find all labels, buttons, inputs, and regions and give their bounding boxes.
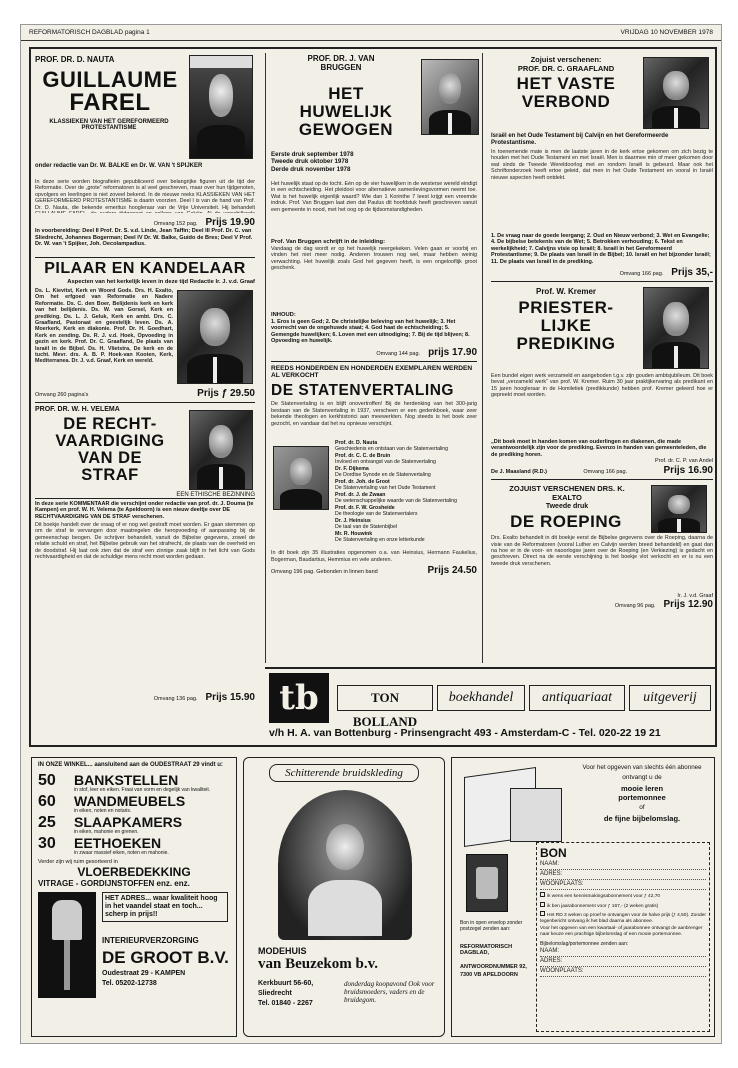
roeping-body: Drs. Exalto behandelt in dit boekje eerst de Bijbelse gegevens over de Roeping, daarna de visie van de Reformatoren (vooral Luther en Calvijn werden breed behandeld) en gaat dan na hoe er in de voor- en naoorlogse jaren over de Roeping (en Verkiezing) is gedacht en geschreven. Direct na de eerste verschijning is het boekje vlot verkocht en er is nu een tweede druk verschenen.: [491, 535, 713, 567]
bon-opt2: ik ben jaarabonnement voor ƒ 167,- (2 weken gratis): [540, 902, 706, 910]
vaste-author: PROF. DR. C. GRAAFLAND: [517, 64, 615, 73]
book-illustration: [466, 854, 508, 912]
bon-field-adres[interactable]: ADRES:: [540, 871, 706, 880]
roeping-omvang: Omvang 96 pag.: [614, 603, 656, 610]
velema-omvang: Omvang 136 pag.: [153, 695, 198, 702]
header-right: VRIJDAG 10 NOVEMBER 1978: [620, 29, 713, 36]
staten-photo: [273, 446, 329, 510]
bruggen-inhoud: 1. Eros is geen God; 2. De christelijke beleving van het huwelijk; 3. Het voorrecht van de ongehuwde staat; 4. God haat de echtscheiding; 5. Gemengde huwelijken; 6. Loven met een uitnodiging; 7. Bij de tijd blijven; 8. Opvoeding en huwelijk.: [271, 319, 470, 345]
bon-opt3: Het RD 3 weken op proef te ontvangen voor de halve prijs (ƒ 4,50). Zonder tegenbericht ontvang ik het blad daarna als abonnee.: [540, 913, 706, 924]
kremer-body: Een bundel eigen werk verzameld en aangeboden t.g.v. zijn gouden ambtsjubileum. Dit boek bevat „verzameld werk” van prof. W. Kremer. Ruim 30 jaar praktijkervaring als predikant en 15 jaren hoogleraar in de Homiletiek (predikkunde) hebben prof. Kremer geleerd hoe er gepreekt moet worden.: [491, 373, 713, 399]
checkbox-2[interactable]: [540, 902, 545, 907]
degroot-plus: Verder zijn wij ruim gesorteerd in: [38, 859, 118, 865]
bruggen-title: HET HUWELIJK GEWOGEN: [298, 84, 394, 139]
vaste-title: HET VASTE VERBOND: [516, 74, 616, 111]
kremer-price: Prijs 16.90: [663, 465, 713, 477]
bruggen-author: PROF. DR. J. VAN BRUGGEN: [307, 54, 375, 72]
vaste-body: In toenemende mate is men de laatste jaren in de kerk ertoe gekomen om zich bezig te houden met het Oude Testament en met Israël. Men is daarmee min of meer gekomen door wat sinds de Tweede Wereldoorlog met en rondom Israël is gebeurd. Maar ook het Schriftonderzoek heeft ertoe geleid, dat men in het Oude Testament en vooral in Israël nieuwe aspecten heeft ontdekt.: [491, 149, 713, 181]
farel-title: GUILLAUME FAREL: [42, 67, 178, 116]
bon-form: [536, 842, 710, 1032]
velema-lead: In deze serie KOMMENTAAR die verschijnt onder redactie van prof. dr. J. Douma (te Kampen) en prof. W. H. Velema (te Apeldoorn) is een nieuw deeltje over DE RECHTVAARDIGING VAN DE STRAF verschenen.: [35, 501, 254, 520]
bruggen-photo: [421, 59, 479, 135]
abonnee-send: Bon in open envelop zonder postzegel zenden aan:: [460, 920, 523, 932]
bon-title: BON: [540, 846, 567, 860]
middle-column: [265, 53, 483, 663]
top-ad-frame: [29, 47, 717, 747]
bride-photo: [278, 790, 412, 940]
beuzekom-addr1: Kerkbuurt 56-60,: [258, 980, 314, 987]
beuzekom-tel: Tel. 01840 - 2267: [258, 1000, 313, 1007]
bon2-field-woonplaats[interactable]: WOONPLAATS:: [540, 968, 706, 977]
vaste-omvang: Omvang 166 pag.: [619, 271, 664, 278]
roeping-src: Ir. J. v.d. Graaf: [677, 593, 713, 600]
staten-foot: In dit boek zijn 35 illustraties opgenomen o.a. van Heinsius, Hermann Faukelius, Bogerman, Baudartius, Hemmius en vele anderen.: [271, 550, 477, 563]
farel-prep: In voorbereiding: Deel II Prof. Dr. S. v.d. Linde, Jean Taffin; Deel III Prof. Dr. C. van Sliedrecht, Johannes Bogerman; Deel IV Dr. W. Balke, Guido de Bres; Deel V Prof. Dr. W. van 't Spijker, Joh. Oecolampadius.: [35, 228, 253, 247]
abonnee-ad: [451, 757, 715, 1037]
bruggen-body: Het huwelijk staat op de tocht. Eén op de vier huwelijken in de westerse wereld eindigt in een echtscheiding. Het pleidooi voor alternatieve samenlevingsvormen neemt toe. Wat is het huwelijk eigenlijk waard? Wie dan 1 Korinthe 7 leest krijgt een vreemde indruk. Prof. Van Bruggen laat zien dat Paulus dit hoofdstuk heeft geschreven vanuit een gemeente in nood, met het oog op de tijdsomstandigheden.: [271, 181, 477, 213]
kremer-quote-src: Prof. dr. C. P. van Andel: [655, 458, 713, 465]
staten-body: De Statenvertaling is en blijft onovertroffen! Bij de herdenking van het 300-jarig bestaan van de Statenvertaling in 1937, verscheen er een gedenkboek, waar zeer bekende theologen en kerkhistorici aan meewerkten. Nog steeds is het boek zeer gezocht, en vandaar dat het nu opnieuw verschijnt.: [271, 401, 477, 427]
abonnee-addr3: 7300 VB APELDOORN: [460, 972, 518, 978]
de-groot-ad: [31, 757, 237, 1037]
kremer-source: De J. Maasland (R.D.): [491, 469, 547, 476]
bruggen-omvang: Omvang 144 pag.: [376, 350, 421, 357]
bruggen-inhoud-label: INHOUD:: [271, 312, 296, 318]
degroot-v2: VITRAGE - GORDIJNSTOFFEN enz. enz.: [38, 879, 190, 888]
kremer-title: PRIESTER- LIJKE PREDIKING: [516, 298, 616, 354]
beuzekom-top: Schitterende bruidskleding: [269, 764, 419, 782]
abonnee-text3: mooie leren portemonnee: [618, 784, 666, 802]
vaste-kicker: Zojuist verschenen:: [530, 55, 602, 64]
bon2-field-naam[interactable]: NAAM:: [540, 948, 706, 957]
ton-bolland-s2: antiquariaat: [529, 685, 625, 711]
velema-photo: [189, 410, 253, 490]
roeping-photo: [651, 485, 707, 533]
vaste-price: Prijs 35,-: [671, 267, 713, 279]
vaste-photo: [643, 57, 709, 129]
beuzekom-name1: MODEHUIS: [258, 946, 307, 956]
farel-author: PROF. DR. D. NAUTA: [35, 55, 115, 64]
ton-bolland-name: TON BOLLAND: [337, 685, 433, 711]
farel-body: In deze serie worden biografieën gepubliceerd over belangrijke figuren uit de tijd der Reformatie. Over de „grote” reformatoren is al veel geschreven, maar over hun tijdgenoten, opvolgers en leerlingen is niet zoveel bekend. In de nieuwe reeks KLASSIEKEN VAN HET GEREFORMEERD PROTESTANTISME is daarin voorzien. Deel I is van de hand van Prof. Dr. D. Nauta, die bekende emeritus hoogleraar van de Vrije Universiteit. Hij behandelt: [35, 179, 255, 211]
roeping-kicker: ZOJUIST VERSCHENEN DRS. K. EXALTO: [509, 484, 625, 502]
velema-price: Prijs 15.90: [205, 691, 255, 703]
wallet-illustration: [510, 788, 562, 842]
roeping-title: DE ROEPING: [510, 512, 622, 532]
farel-portrait: [189, 55, 253, 159]
degroot-item-0: 50 BANKSTELLEN in stof, leer en eiken. Fraai van vorm en degelijk van kwaliteit.: [38, 772, 211, 793]
degroot-head: IN ONZE WINKEL... aansluitend aan de OUDESTRAAT 29 vindt u:: [38, 762, 223, 768]
newspaper-page: [20, 24, 722, 1044]
pilaar-sub: Aspecten van het kerkelijk leven in deze tijd Redactie Ir. J. v.d. Graaf: [67, 279, 255, 285]
velema-author: PROF. DR. W. H. VELEMA: [35, 406, 120, 413]
abonnee-addr2: ANTWOORDNUMMER 92,: [460, 964, 527, 970]
bon-newabon: Bijbelomslag/portemonnee zenden aan:: [540, 940, 629, 947]
kremer-omvang: Omvang 166 pag.: [583, 469, 628, 476]
lamp-illustration: [38, 892, 96, 998]
bon2-field-adres[interactable]: ADRES:: [540, 958, 706, 967]
degroot-v1: VLOERBEDEKKING: [77, 865, 191, 879]
degroot-tel: Tel. 05202-12738: [102, 980, 157, 987]
degroot-item-1: 60 WANDMEUBELS in eiken, noten en notaris.: [38, 793, 186, 814]
staten-kicker: REEDS HONDERDEN EN HONDERDEN EXEMPLAREN WERDEN AL VERKOCHT: [271, 364, 473, 380]
degroot-item-3: 30 EETHOEKEN in zwaar massief eiken, noten en mahonie.: [38, 835, 169, 856]
checkbox-3[interactable]: [540, 911, 545, 916]
pilaar-body: Ds. L. Kievitst, Kerk en Woord Gods. Drs. H. Exalto, Om het erfgoed van Reformatie en Nadere Reformatie. Ds. C. den Boer, Belijdenis kerk en kerk van het belijdenis. Ds. W. van Gorsel, Kerk en prediking. Ds. L. J. Geluk, Kerk en ambt. Drs. C. Graafland, Pastoraat en geestelijk leven. Ds. A. Moerkerk, Kerk en diakonie. Prof. Dr. H. Goedhart, Kerk en zending. Ds. R. J. v.d. Hoek, Opvoeding in gezin en kerk. Prof. Dr. C. Graafland, De plaats van Israël in de Bijbel. Ds. H. Vlietstra, De kerk en de tucht. Mevr. drs. A. B. P. Hoek-van Kooten, Kerk, Mediterranea. Dr. J. v.d. Graaf, Kerk en wereld.: [35, 288, 173, 365]
pilaar-price: Prijs ƒ 29.50: [197, 388, 255, 399]
vaste-sub: Israël en het Oude Testament bij Calvijn en het Gereformeerde Protestantisme.: [491, 133, 669, 146]
degroot-name: DE GROOT B.V.: [102, 948, 229, 967]
velema-body: Dit boekje handelt over de vraag of er nog wel gestraft moet worden. Er gaan stemmen op om de straf te vervangen door maatregelen die heropvoeding of aanpassing bij de gemeenschap beogen. De schrijver behandelt, vanuit de Bijbelse gegevens, zowel de relatie schuld en straf, het Bijbelse gebruik van het strafrecht, de plaats van de overheid en de doodstraf. Hij laat ook zien dat de straf een zinnige zaak blijft in het licht van Gods rechtvaardigheid en dat de schuldige mens recht moet worden gedaan.: [35, 521, 255, 560]
ton-bolland-s1: boekhandel: [437, 685, 525, 711]
bruggen-intro: Vandaag de dag wordt er op het huwelijk neergekeken. Velen gaan er voorbij en vinden het niet meer nodig. Anderen trouwen nog wel, maar hebben weinig verwachting. Het huwelijk zoals God het gegeven heeft, is een ongelooflijk groot geschenk.: [271, 246, 477, 272]
bon-field-woonplaats[interactable]: WOONPLAATS:: [540, 881, 706, 890]
farel-price: Prijs 19.90: [205, 217, 255, 228]
staten-price: Prijs 24.50: [427, 565, 477, 577]
staten-title: DE STATENVERTALING: [271, 381, 454, 399]
checkbox-1[interactable]: [540, 892, 545, 897]
velema-title: DE RECHT- VAARDIGING VAN DE STRAF: [55, 415, 165, 484]
vaste-inhoud: 1. De vraag naar de goede leergang; 2. Oud en Nieuw verbond; 3. Wet en Evangelie; 4. De bijbelse betekenis van de Wet; 5. Betrokken verhouding; 6. Tekst en werkelijkheid; 7. Calvijns visie op Israël; 8. Israël in het Gereformeerd Protestantisme; 9. De plaats van Israël in de Bijbel; 10. Israël en het bijzonder Israël; 11. De plaats van Israël in de prediking.: [491, 233, 711, 265]
header-left: REFORMATORISCH DAGBLAD pagina 1: [29, 29, 150, 36]
page-header: [21, 25, 721, 41]
pilaar-photo: [177, 290, 253, 384]
farel-subtitle: KLASSIEKEN VAN HET GEREFORMEERD PROTESTANTISME: [49, 119, 169, 131]
abonnee-text4: of: [639, 804, 645, 811]
bruggen-intro-label: Prof. Van Bruggen schrijft in de inleiding:: [271, 239, 386, 245]
kremer-photo: [643, 287, 709, 369]
bruggen-price: prijs 17.90: [428, 346, 477, 358]
pilaar-omvang: Omvang 260 pagina's: [35, 392, 89, 398]
degroot-quote: HET ADRES... waar kwaliteit hoog in het vaandel staat en toch... scherp in prijs!!: [102, 892, 228, 922]
abonnee-text1: Voor het opgeven van slechts één abonnee: [582, 764, 702, 771]
bon-field-naam[interactable]: NAAM:: [540, 861, 706, 870]
abonnee-addr1: REFORMATORISCH DAGBLAD,: [460, 944, 513, 956]
pilaar-title: PILAAR EN KANDELAAR: [44, 260, 246, 277]
roeping-price: Prijs 12.90: [663, 599, 713, 611]
kremer-quote: „Dit boek moet in handen komen van ouderlingen en diakenen, die made verantwoordelijk zijn voor de prediking. Evenzo in handen van gemeenteleden, die de prediking horen.: [491, 439, 707, 458]
ton-bolland-address: v/h H. A. van Bottenburg - Prinsengracht 493 - Amsterdam-C - Tel. 020-22 19 21: [269, 727, 661, 739]
bon-opt1: ik wens een kennismakingsabonnement voor ƒ 42,70: [540, 892, 706, 900]
degroot-sign: INTERIEURVERZORGING: [102, 936, 199, 945]
beuzekom-name2: van Beuzekom b.v.: [258, 956, 379, 972]
bon-opt4: Voor het opgeven van een kwartaal- of jaarabonnee ontvangt de aanbrenger naar keuze een prachtige bijbelomslag of een mooie portemonnee.: [540, 926, 703, 937]
beuzekom-note: donderdag koopavond Ook voor bruidsmoeders, vaders en de bruidegom.: [344, 980, 435, 1004]
bruggen-editions: Eerste druk september 1978 Tweede druk oktober 1978 Derde druk november 1978: [271, 151, 354, 173]
abonnee-text5: de fijne bijbelomslag.: [603, 814, 681, 823]
beuzekom-ad: [243, 757, 445, 1037]
velema-sub: EEN ETHISCHE BEZINNING: [35, 492, 255, 499]
left-column: [35, 53, 255, 743]
ton-bolland-s3: uitgeverij: [629, 685, 711, 711]
right-column: [491, 53, 713, 663]
beuzekom-addr2: Sliedrecht: [258, 990, 292, 997]
kremer-author: Prof. W. Kremer: [535, 287, 596, 297]
tb-logo: tb: [269, 673, 329, 723]
degroot-addr: Oudestraat 29 - KAMPEN: [102, 970, 186, 977]
ton-bolland-banner: [265, 667, 715, 745]
farel-omvang: Omvang 152 pag.: [153, 221, 198, 227]
degroot-item-2: 25 SLAAPKAMERS in eiken, mahonie en grenen.: [38, 814, 183, 835]
roeping-kicker2: Tweede druk: [545, 503, 589, 511]
staten-authors: Prof. dr. D. Nauta Geschiedenis en ontstaan van de Statenvertaling Prof. dr. C. C. de Bruin Invloed en ontvangst van de Statenvertaling Dr. F. Dijkema De Dordtse Synode en de Statenvertaling Prof. dr. Joh. de Groot De Statenvertaling van het Oude Testament Prof. dr. J. de Zwaan De wetenschappelijke waarde van de Statenvertaling Prof. dr. F. W. Grosheide De theologie van de Statenvertalers Dr. J. Heinsius De taal van de Statenbijbel Mr. R. Houwink De Statenvertaling en onze letterkunde: [335, 440, 457, 544]
farel-editors: onder redactie van Dr. W. BALKE en Dr. W. VAN 't SPIJKER: [35, 163, 203, 169]
abonnee-text2: ontvangt u de: [622, 774, 662, 781]
staten-omvang: Omvang 196 pag. Gebonden in linnen band: [271, 569, 378, 576]
